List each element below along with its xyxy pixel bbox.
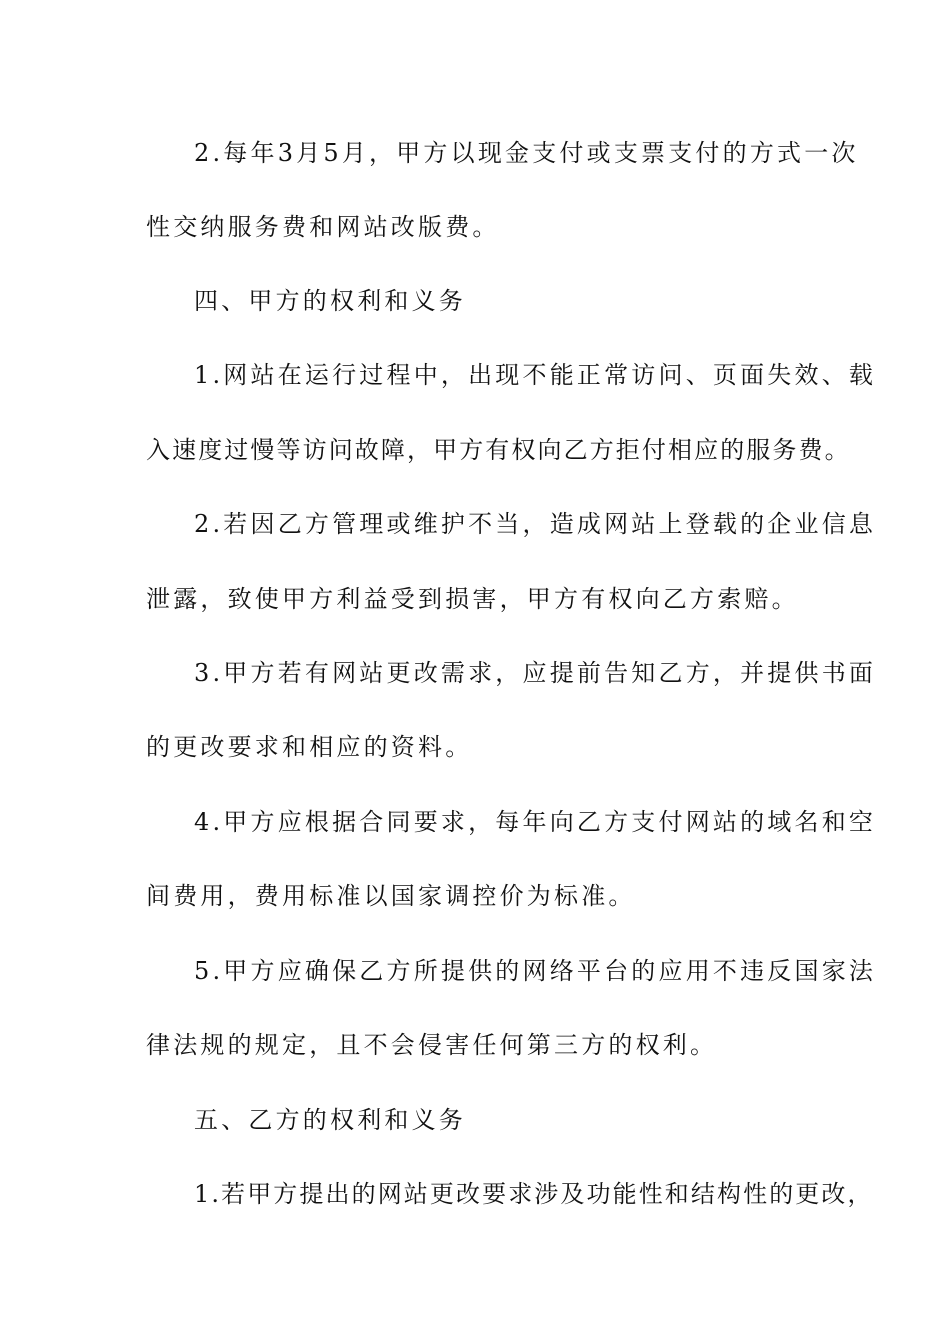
paragraph-line: 4.甲方应根据合同要求，每年向乙方支付网站的域名和空 xyxy=(194,808,877,836)
paragraph-line: 入速度过慢等访问故障，甲方有权向乙方拒付相应的服务费。 xyxy=(146,436,851,464)
paragraph-line: 1.网站在运行过程中，出现不能正常访问、页面失效、载 xyxy=(194,361,877,389)
section-heading: 五、乙方的权利和义务 xyxy=(194,1106,466,1134)
paragraph-line: 泄露，致使甲方利益受到损害，甲方有权向乙方索赔。 xyxy=(146,585,799,613)
section-heading: 四、甲方的权利和义务 xyxy=(194,287,466,315)
paragraph-line: 性交纳服务费和网站改版费。 xyxy=(146,213,500,241)
paragraph-line: 2.每年3月5月，甲方以现金支付或支票支付的方式一次 xyxy=(194,139,859,167)
paragraph-line: 1.若甲方提出的网站更改要求涉及功能性和结构性的更改， xyxy=(194,1180,874,1208)
paragraph-line: 3.甲方若有网站更改需求，应提前告知乙方，并提供书面 xyxy=(194,659,877,687)
paragraph-line: 律法规的规定，且不会侵害任何第三方的权利。 xyxy=(146,1031,718,1059)
paragraph-line: 的更改要求和相应的资料。 xyxy=(146,733,473,761)
paragraph-line: 5.甲方应确保乙方所提供的网络平台的应用不违反国家法 xyxy=(194,957,877,985)
paragraph-line: 间费用，费用标准以国家调控价为标准。 xyxy=(146,882,636,910)
paragraph-line: 2.若因乙方管理或维护不当，造成网站上登载的企业信息 xyxy=(194,510,877,538)
